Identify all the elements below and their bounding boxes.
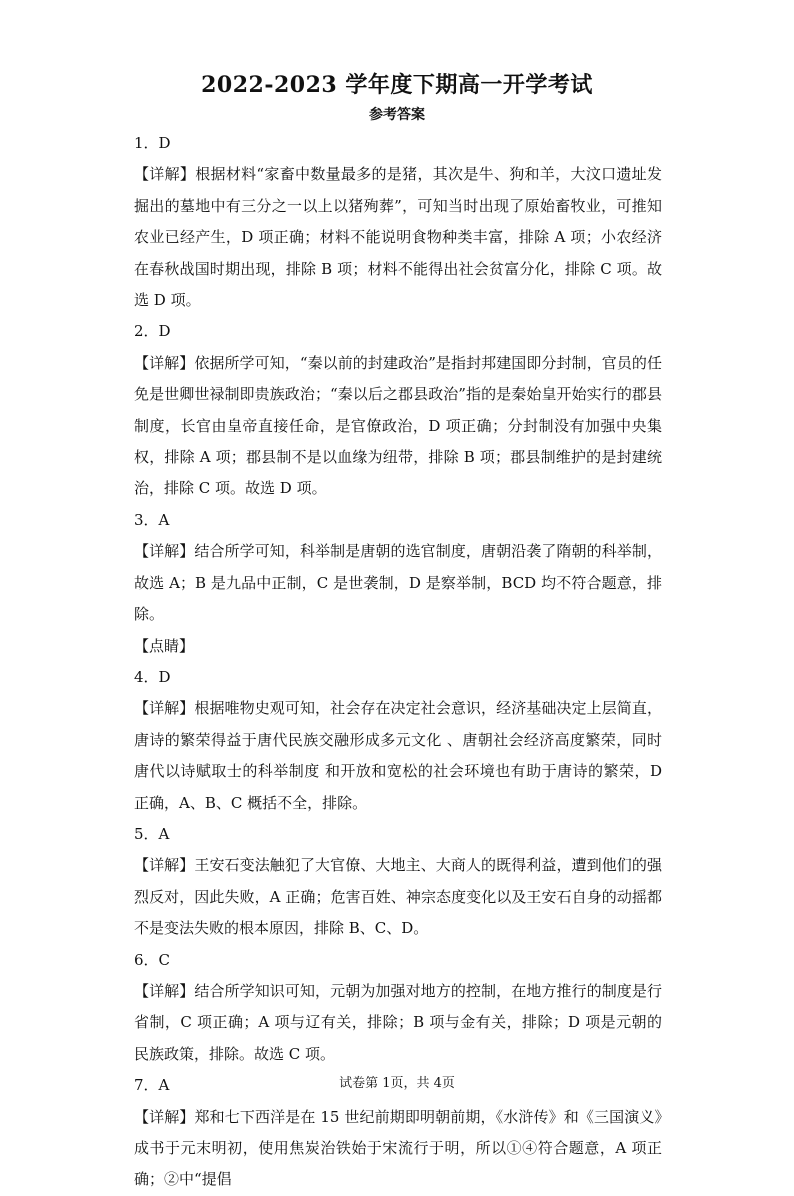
question-detail-4: [134, 693, 662, 819]
detail-tag: 【详解】: [134, 699, 195, 718]
question-number-3: 3．A: [134, 510, 170, 529]
detail-tag: 【详解】: [134, 542, 195, 561]
detail-text: 王安石变法触犯了大官僚、大地主、大商人的既得利益，遭到他们的强烈反对，因此失败，A 正确；危害百姓、神宗态度变化以及王安石自身的动摇都不是变法失败的根本原因，排除 B、C、D。: [134, 856, 662, 938]
detail-text: 依据所学可知，“秦以前的封建政治”是指封邦建国即分封制，官员的任免是世卿世禄制即贵族政治；“秦以后之郡县政治”指的是秦始皇开始实行的郡县制度，长官由皇帝直接任命，是官僚政治，D 项正确；分封制没有加强中央集权，排除 A 项；郡县制不是以血缘为纽带，排除 B 项；郡县制维护的是封建统治，排除 C 项。故选 D 项。: [134, 353, 662, 498]
detail-tag: 【详解】: [134, 981, 195, 1000]
detail-text: 结合所学知识可知，元朝为加强对地方的控制，在地方推行的制度是行省制，C 项正确；A 项与辽有关，排除；B 项与金有关，排除；D 项是元朝的民族政策，排除。故选 C 项。: [134, 981, 662, 1063]
detail-tag: 【详解】: [134, 353, 195, 372]
question-detail-1: [134, 159, 662, 316]
question-number-7: 7．A: [134, 1076, 170, 1095]
detail-tag: 【详解】: [134, 856, 195, 875]
question-note-3: 【点睛】: [134, 636, 195, 655]
answer-list: [134, 128, 662, 1196]
page-title: 2022-2023 学年度下期高一开学考试: [201, 72, 593, 98]
page-footer: 试卷第 1页，共 4页: [339, 1076, 455, 1091]
question-detail-5: [134, 850, 662, 944]
detail-text: 结合所学可知，科举制是唐朝的选官制度，唐朝沿袭了隋朝的科举制，故选 A；B 是九品中正制，C 是世袭制，D 是察举制，BCD 均不符合题意，排除。: [134, 542, 662, 624]
question-number-6: 6．C: [134, 950, 171, 969]
question-number-2: 2．D: [134, 322, 171, 341]
page-subtitle: 参考答案: [369, 107, 425, 123]
detail-text: 根据唯物史观可知，社会存在决定社会意识，经济基础决定上层简直，唐诗的繁荣得益于唐代民族交融形成多元文化 、唐朝社会经济高度繁荣，同时唐代以诗赋取士的科举制度 和开放和宽松的社会环境也有助于唐诗的繁荣，D 正确，A、B、C 概括不全，排除。: [134, 699, 662, 812]
question-detail-7: [134, 1102, 662, 1196]
question-detail-3: [134, 536, 662, 630]
question-number-4: 4．D: [134, 667, 171, 686]
question-number-5: 5．A: [134, 824, 170, 843]
detail-text: 郑和七下西洋是在 15 世纪前期即明朝前期，《水浒传》和《三国演义》成书于元末明初，使用焦炭治铁始于宋流行于明，所以①④符合题意，A 项正确；②中“提倡: [134, 1107, 662, 1189]
question-detail-6: [134, 976, 662, 1070]
detail-text: 根据材料“家畜中数量最多的是猪，其次是牛、狗和羊，大汶口遗址发掘出的墓地中有三分之一以上以猪殉葬”，可知当时出现了原始畜牧业，可推知农业已经产生，D 项正确；材料不能说明食物种类丰富，排除 A 项；小农经济在春秋战国时期出现，排除 B 项；材料不能得出社会贫富分化，排除 C 项。故选 D 项。: [134, 165, 662, 310]
detail-tag: 【详解】: [134, 165, 196, 184]
question-detail-2: [134, 348, 662, 505]
detail-tag: 【详解】: [134, 1107, 195, 1126]
question-number-1: 1．D: [134, 134, 171, 152]
